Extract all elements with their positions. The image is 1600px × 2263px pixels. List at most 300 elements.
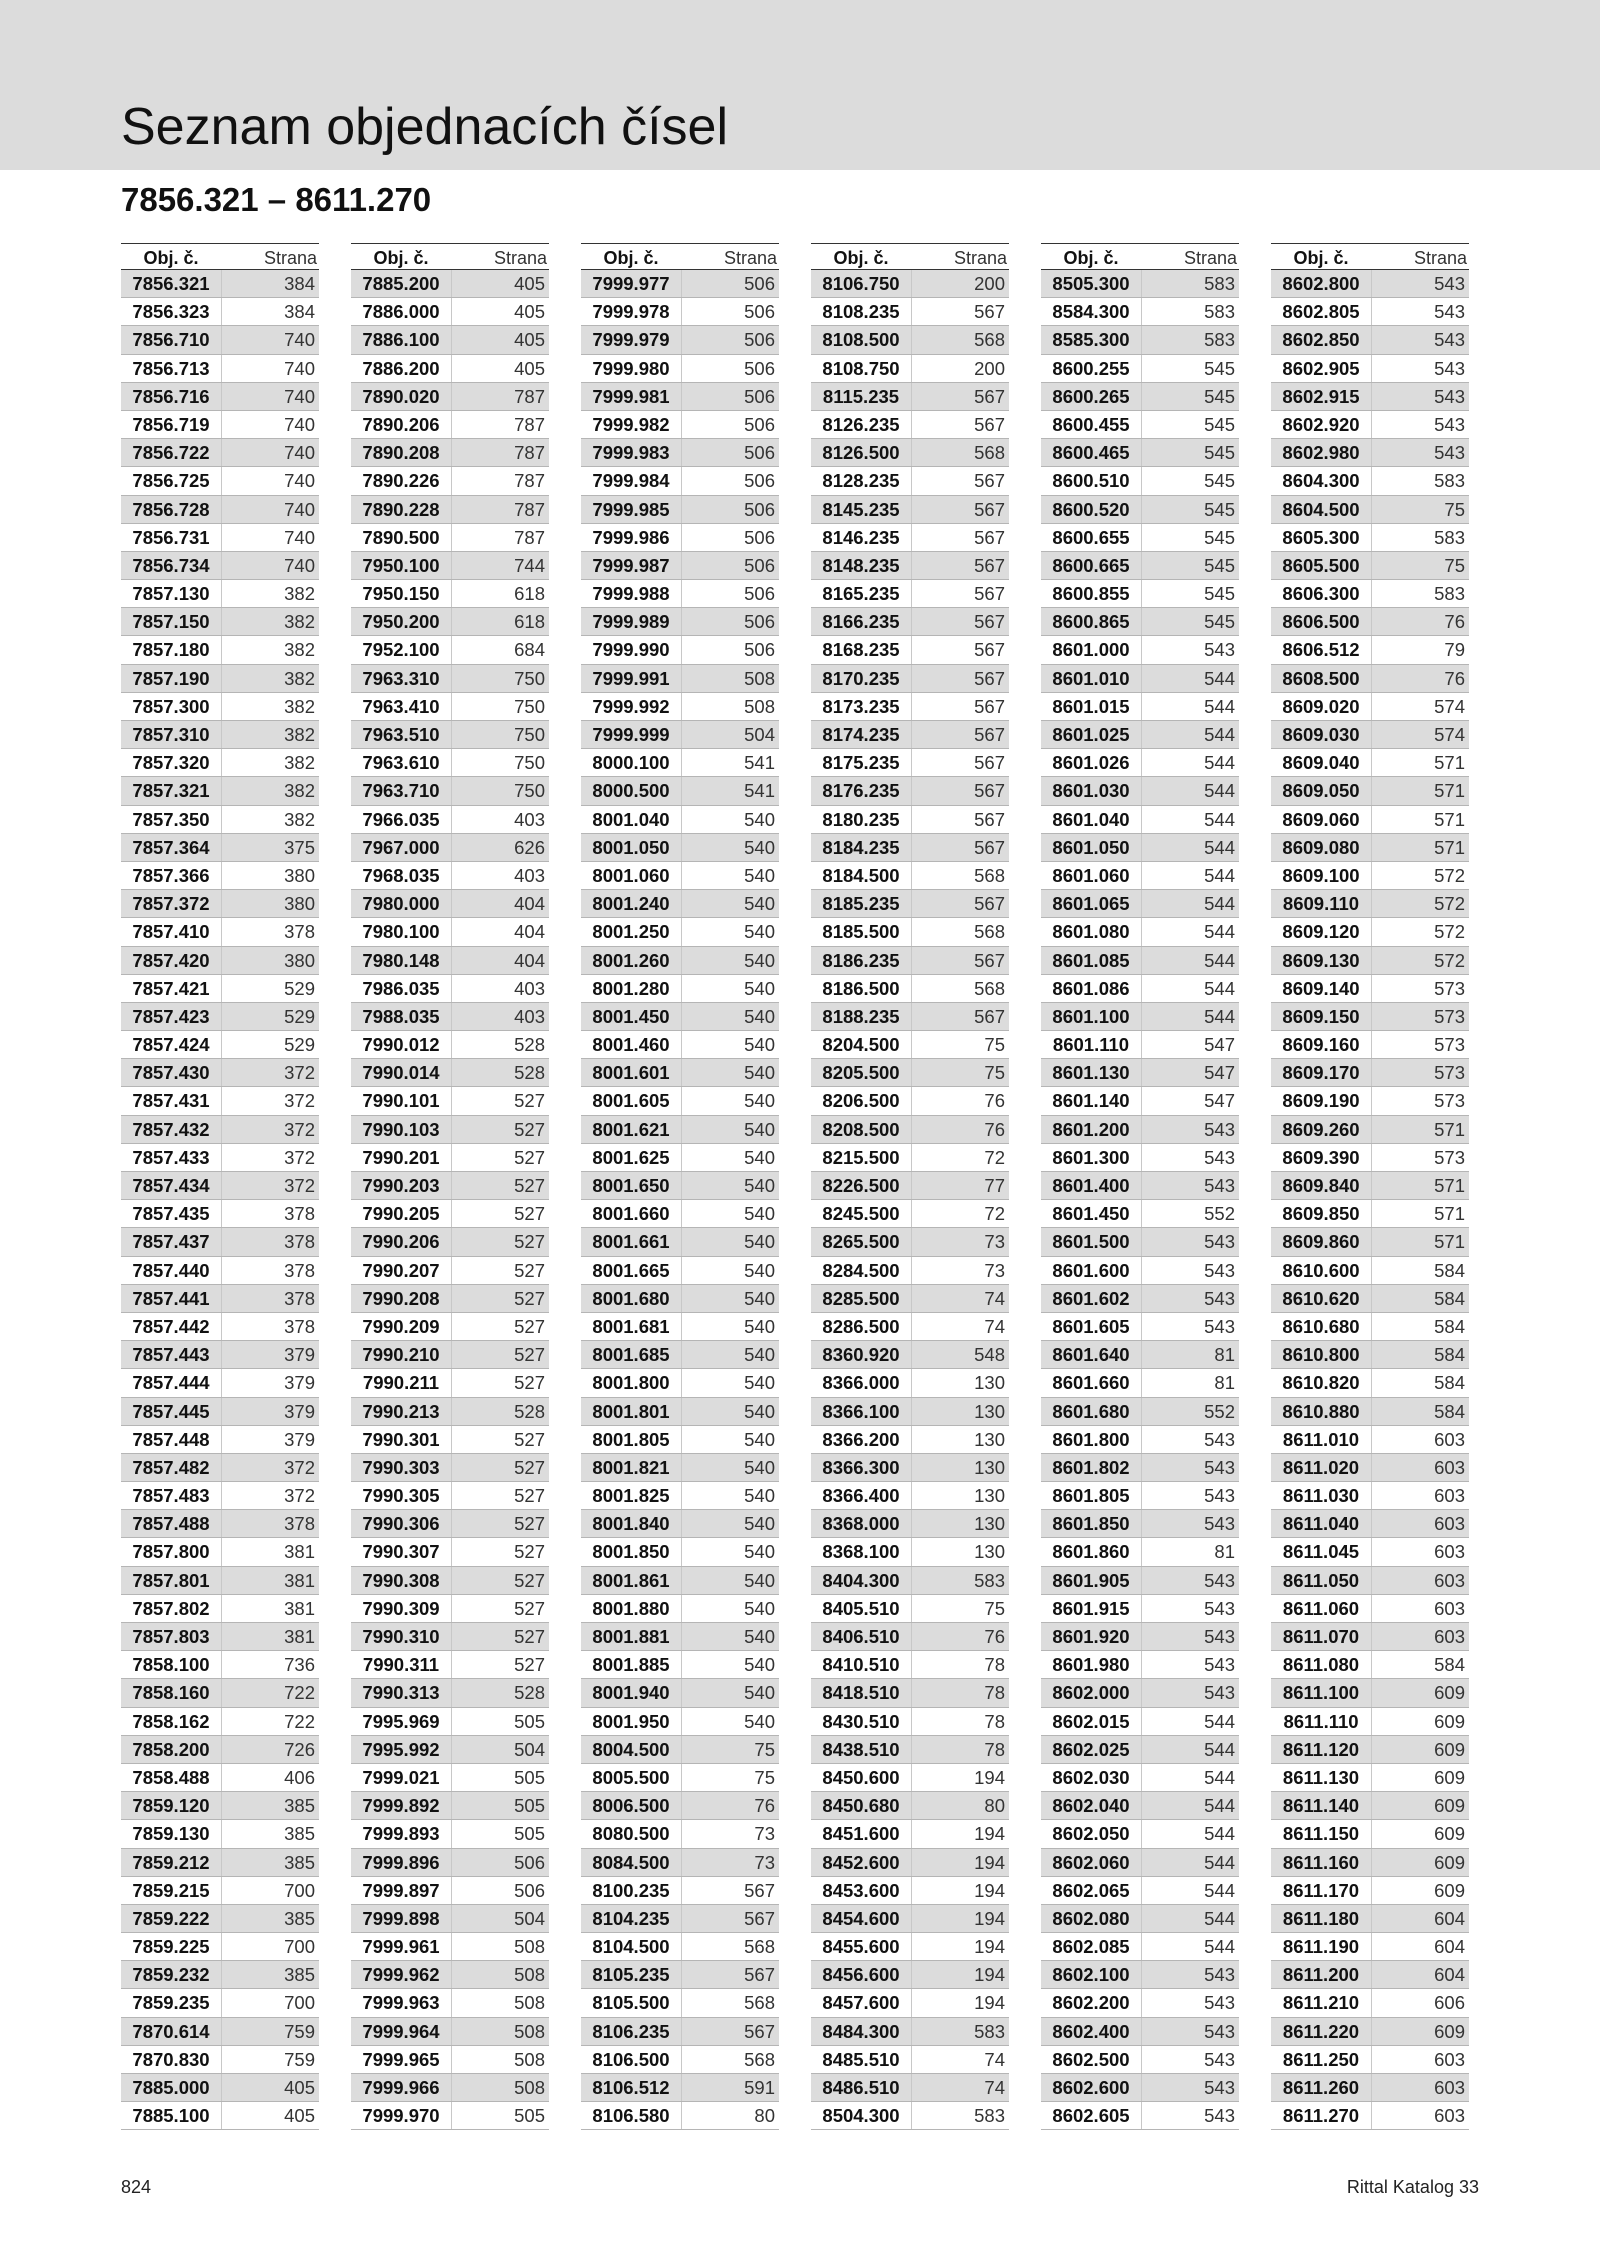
table-row xyxy=(1271,1623,1469,1651)
table-row xyxy=(581,2046,779,2074)
order-number: 8602.600 xyxy=(1041,2074,1141,2101)
order-number: 8601.605 xyxy=(1052,1315,1130,1337)
page-reference: 567 xyxy=(681,1905,779,1932)
page-reference: 573 xyxy=(1371,1144,1469,1171)
order-number: 8602.200 xyxy=(1052,1992,1130,2014)
page-reference: 508 xyxy=(451,1961,549,1988)
page-reference: 405 xyxy=(451,270,549,297)
page-reference: 609 xyxy=(1371,1820,1469,1847)
page-reference: 544 xyxy=(1141,1708,1239,1735)
order-number: 8176.235 xyxy=(811,777,911,804)
order-number: 8609.100 xyxy=(1282,864,1360,886)
order-number: 8084.500 xyxy=(581,1849,681,1876)
table-row xyxy=(581,1820,779,1848)
page-reference: 568 xyxy=(911,326,1009,353)
page-reference: 571 xyxy=(1371,834,1469,861)
order-number: 7999.987 xyxy=(581,552,681,579)
order-number: 7857.800 xyxy=(132,1541,210,1563)
table-row xyxy=(1271,608,1469,636)
page-reference: 543 xyxy=(1371,355,1469,382)
page-reference: 75 xyxy=(911,1031,1009,1058)
order-number: 7990.211 xyxy=(362,1372,440,1394)
order-number: 8126.500 xyxy=(811,439,911,466)
table-row xyxy=(581,580,779,608)
table-row xyxy=(581,1623,779,1651)
page-reference: 572 xyxy=(1371,918,1469,945)
page-reference: 603 xyxy=(1371,1595,1469,1622)
order-number: 8611.080 xyxy=(1282,1654,1360,1676)
table-row xyxy=(581,1172,779,1200)
table-row xyxy=(351,552,549,580)
table-row xyxy=(811,1482,1009,1510)
page-reference: 544 xyxy=(1141,1905,1239,1932)
order-number: 8602.065 xyxy=(1052,1879,1130,1901)
order-number: 8601.140 xyxy=(1052,1090,1130,1112)
order-number: 8286.500 xyxy=(822,1315,900,1337)
page-reference: 73 xyxy=(911,1257,1009,1284)
table-row xyxy=(811,608,1009,636)
page-reference: 540 xyxy=(681,1538,779,1565)
order-number: 7857.350 xyxy=(132,808,210,830)
order-number: 7963.310 xyxy=(351,665,451,692)
page-reference: 543 xyxy=(1141,1285,1239,1312)
table-row xyxy=(1041,1257,1239,1285)
order-number: 8600.455 xyxy=(1052,413,1130,435)
page-reference: 81 xyxy=(1141,1369,1239,1396)
page-reference: 740 xyxy=(221,411,319,438)
page-reference: 740 xyxy=(221,326,319,353)
page-reference: 543 xyxy=(1371,439,1469,466)
table-row xyxy=(121,1510,319,1538)
order-number: 7857.482 xyxy=(121,1454,221,1481)
page-reference: 540 xyxy=(681,1228,779,1255)
page-reference: 77 xyxy=(911,1172,1009,1199)
order-number: 7952.100 xyxy=(362,639,440,661)
table-row xyxy=(581,496,779,524)
page-reference: 130 xyxy=(911,1454,1009,1481)
table-row xyxy=(1041,890,1239,918)
order-number: 8486.510 xyxy=(811,2074,911,2101)
order-number: 7999.985 xyxy=(581,496,681,523)
order-number: 7999.897 xyxy=(362,1879,440,1901)
table-row xyxy=(351,1989,549,2017)
table-row xyxy=(581,749,779,777)
page-reference: 544 xyxy=(1141,834,1239,861)
order-number: 7857.410 xyxy=(132,921,210,943)
order-number: 7990.101 xyxy=(362,1090,440,1112)
table-row xyxy=(811,1172,1009,1200)
page-reference: 543 xyxy=(1141,1228,1239,1255)
page-reference: 603 xyxy=(1371,2074,1469,2101)
table-row xyxy=(1271,1341,1469,1369)
table-row xyxy=(581,834,779,862)
table-row xyxy=(581,1285,779,1313)
page-reference: 403 xyxy=(451,806,549,833)
page-reference: 606 xyxy=(1371,1989,1469,2016)
table-row xyxy=(811,411,1009,439)
table-row xyxy=(1271,1313,1469,1341)
page-reference: 543 xyxy=(1141,1454,1239,1481)
page-reference: 540 xyxy=(681,947,779,974)
order-number: 8106.750 xyxy=(811,270,911,297)
order-number: 8601.400 xyxy=(1041,1172,1141,1199)
page-reference: 750 xyxy=(451,721,549,748)
order-number: 8606.500 xyxy=(1271,608,1371,635)
header-page: Strana xyxy=(1413,248,1467,268)
order-number: 7857.445 xyxy=(121,1398,221,1425)
page-reference: 540 xyxy=(681,1031,779,1058)
order-number: 7990.306 xyxy=(351,1510,451,1537)
table-row xyxy=(811,1708,1009,1736)
table-row xyxy=(581,1313,779,1341)
order-number: 8602.015 xyxy=(1052,1710,1130,1732)
table-row xyxy=(1041,1369,1239,1397)
order-number: 8105.500 xyxy=(592,1992,670,2014)
page-reference: 543 xyxy=(1141,1595,1239,1622)
table-row xyxy=(1041,862,1239,890)
table-row xyxy=(1271,777,1469,805)
table-row xyxy=(811,636,1009,664)
order-number: 8104.235 xyxy=(581,1905,681,1932)
order-number: 8184.235 xyxy=(811,834,911,861)
table-row xyxy=(121,1398,319,1426)
order-number: 8100.235 xyxy=(592,1879,670,1901)
table-row xyxy=(1271,1595,1469,1623)
order-number: 8108.235 xyxy=(822,301,900,323)
header-order-number: Obj. č. xyxy=(603,248,659,268)
table-row xyxy=(1041,1426,1239,1454)
order-number: 8602.025 xyxy=(1041,1736,1141,1763)
table-row xyxy=(581,2074,779,2102)
page-reference: 545 xyxy=(1141,496,1239,523)
order-number: 8001.680 xyxy=(581,1285,681,1312)
order-number: 7999.984 xyxy=(592,470,670,492)
table-row xyxy=(351,355,549,383)
table-row xyxy=(1271,1792,1469,1820)
page-reference: 384 xyxy=(221,270,319,297)
order-number: 8001.240 xyxy=(581,890,681,917)
page-reference: 385 xyxy=(221,1905,319,1932)
page-reference: 528 xyxy=(451,1031,549,1058)
page-reference: 609 xyxy=(1371,1764,1469,1791)
order-number: 8001.450 xyxy=(581,1003,681,1030)
page-reference: 543 xyxy=(1141,1172,1239,1199)
order-number: 8284.500 xyxy=(822,1259,900,1281)
order-number: 8168.235 xyxy=(822,639,900,661)
order-number: 8602.915 xyxy=(1271,383,1371,410)
table-row xyxy=(351,1792,549,1820)
page-reference: 527 xyxy=(451,1510,549,1537)
table-row xyxy=(1041,665,1239,693)
page-reference: 527 xyxy=(451,1313,549,1340)
order-number: 7857.420 xyxy=(121,947,221,974)
page-reference: 194 xyxy=(911,1877,1009,1904)
order-number: 8610.680 xyxy=(1282,1315,1360,1337)
order-number: 7999.970 xyxy=(362,2105,440,2127)
order-number: 8208.500 xyxy=(811,1116,911,1143)
table-row xyxy=(581,1736,779,1764)
order-number: 8184.500 xyxy=(822,864,900,886)
page-reference: 130 xyxy=(911,1426,1009,1453)
table-row xyxy=(1271,298,1469,326)
order-number: 8001.661 xyxy=(581,1228,681,1255)
page-reference: 75 xyxy=(681,1764,779,1791)
table-row xyxy=(351,947,549,975)
table-row xyxy=(1271,975,1469,1003)
page-reference: 543 xyxy=(1371,383,1469,410)
table-row xyxy=(581,1679,779,1707)
table-row xyxy=(1041,975,1239,1003)
order-number: 7999.977 xyxy=(581,270,681,297)
table-row xyxy=(351,326,549,354)
order-number: 8602.980 xyxy=(1271,439,1371,466)
order-number: 7999.021 xyxy=(362,1766,440,1788)
table-row xyxy=(121,721,319,749)
page-reference: 567 xyxy=(911,636,1009,663)
page-reference: 609 xyxy=(1371,1877,1469,1904)
table-row xyxy=(1041,636,1239,664)
table-row xyxy=(1041,1989,1239,2017)
page-reference: 506 xyxy=(681,355,779,382)
page-reference: 194 xyxy=(911,1820,1009,1847)
page-reference: 379 xyxy=(221,1426,319,1453)
table-row xyxy=(581,1933,779,1961)
table-row xyxy=(1041,298,1239,326)
table-row xyxy=(1041,947,1239,975)
order-number: 8174.235 xyxy=(811,721,911,748)
page-reference: 403 xyxy=(451,1003,549,1030)
page-reference: 543 xyxy=(1371,411,1469,438)
table-row xyxy=(121,834,319,862)
order-number: 8001.460 xyxy=(592,1034,670,1056)
order-number: 7857.803 xyxy=(121,1623,221,1650)
page-reference: 545 xyxy=(1141,524,1239,551)
order-number: 8601.805 xyxy=(1052,1485,1130,1507)
page-reference: 567 xyxy=(911,777,1009,804)
page-reference: 75 xyxy=(911,1595,1009,1622)
order-number: 8080.500 xyxy=(592,1823,670,1845)
page-reference: 573 xyxy=(1371,1059,1469,1086)
page-reference: 567 xyxy=(911,383,1009,410)
table-row xyxy=(811,298,1009,326)
table-row xyxy=(811,1849,1009,1877)
order-number: 8601.030 xyxy=(1041,777,1141,804)
order-number: 8430.510 xyxy=(822,1710,900,1732)
order-number: 7999.893 xyxy=(362,1823,440,1845)
table-row xyxy=(1041,1087,1239,1115)
table-row xyxy=(351,1087,549,1115)
order-number: 8601.680 xyxy=(1041,1398,1141,1425)
order-number: 7857.300 xyxy=(132,695,210,717)
table-row xyxy=(121,862,319,890)
table-row xyxy=(581,1228,779,1256)
order-number: 8609.020 xyxy=(1282,695,1360,717)
header-page: Strana xyxy=(723,248,777,268)
order-number: 7990.201 xyxy=(362,1146,440,1168)
order-number: 8611.200 xyxy=(1271,1961,1371,1988)
page-reference: 540 xyxy=(681,1454,779,1481)
order-number: 8601.065 xyxy=(1041,890,1141,917)
order-number: 8106.235 xyxy=(581,2018,681,2045)
order-number: 7886.000 xyxy=(362,301,440,323)
page-reference: 540 xyxy=(681,1313,779,1340)
page-reference: 544 xyxy=(1141,777,1239,804)
page-reference: 740 xyxy=(221,496,319,523)
order-number: 8484.300 xyxy=(811,2018,911,2045)
page-reference: 506 xyxy=(681,383,779,410)
table-row xyxy=(1041,806,1239,834)
table-row xyxy=(811,2046,1009,2074)
table-row xyxy=(811,2102,1009,2130)
table-row xyxy=(1041,1341,1239,1369)
page-reference: 618 xyxy=(451,608,549,635)
page-reference: 583 xyxy=(1141,270,1239,297)
order-number: 7990.307 xyxy=(362,1541,440,1563)
page-reference: 584 xyxy=(1371,1313,1469,1340)
order-number: 8504.300 xyxy=(822,2105,900,2127)
order-number: 7990.310 xyxy=(351,1623,451,1650)
page-reference: 568 xyxy=(911,439,1009,466)
page-reference: 545 xyxy=(1141,411,1239,438)
page-reference: 527 xyxy=(451,1285,549,1312)
table-row xyxy=(1271,693,1469,721)
page-reference: 567 xyxy=(911,298,1009,325)
order-number: 7999.990 xyxy=(592,639,670,661)
order-number: 8611.060 xyxy=(1282,1597,1360,1619)
page-reference: 787 xyxy=(451,411,549,438)
order-number: 8285.500 xyxy=(811,1285,911,1312)
order-number: 7870.830 xyxy=(132,2048,210,2070)
table-row xyxy=(121,749,319,777)
order-number: 8104.500 xyxy=(592,1936,670,1958)
page-reference: 382 xyxy=(221,749,319,776)
table-row xyxy=(1271,2074,1469,2102)
table-row xyxy=(121,1736,319,1764)
order-number: 8366.300 xyxy=(811,1454,911,1481)
table-row xyxy=(581,1087,779,1115)
order-number: 8001.601 xyxy=(581,1059,681,1086)
page-reference: 130 xyxy=(911,1398,1009,1425)
table-row xyxy=(1271,806,1469,834)
range-subtitle: 7856.321 – 8611.270 xyxy=(121,181,432,218)
order-number: 8609.060 xyxy=(1282,808,1360,830)
table-row xyxy=(351,721,549,749)
table-row xyxy=(351,1708,549,1736)
page-reference: 540 xyxy=(681,1651,779,1678)
table-row xyxy=(1271,1764,1469,1792)
order-number: 7856.734 xyxy=(121,552,221,579)
table-row xyxy=(1041,834,1239,862)
order-number: 8001.850 xyxy=(592,1541,670,1563)
page-reference: 505 xyxy=(451,1708,549,1735)
table-row xyxy=(121,355,319,383)
order-number: 8611.250 xyxy=(1282,2048,1360,2070)
table-row xyxy=(1271,1031,1469,1059)
table-row xyxy=(581,721,779,749)
page-reference: 506 xyxy=(681,326,779,353)
order-number: 7980.148 xyxy=(351,947,451,974)
page-reference: 372 xyxy=(221,1059,319,1086)
table-row xyxy=(351,1172,549,1200)
table-row xyxy=(351,1961,549,1989)
table-row xyxy=(121,1172,319,1200)
page-reference: 540 xyxy=(681,1369,779,1396)
page-reference: 506 xyxy=(681,496,779,523)
order-number: 7990.305 xyxy=(362,1485,440,1507)
order-number: 8611.070 xyxy=(1271,1623,1371,1650)
order-number: 7857.364 xyxy=(121,834,221,861)
table-row xyxy=(581,665,779,693)
order-number: 8366.200 xyxy=(822,1428,900,1450)
table-row xyxy=(351,665,549,693)
order-number: 8584.300 xyxy=(1052,301,1130,323)
order-number: 8001.280 xyxy=(592,977,670,999)
page-reference: 130 xyxy=(911,1482,1009,1509)
table-column xyxy=(811,243,1009,2130)
page-reference: 527 xyxy=(451,1172,549,1199)
table-header xyxy=(581,243,779,270)
page-reference: 567 xyxy=(911,806,1009,833)
order-number: 8456.600 xyxy=(811,1961,911,1988)
table-row xyxy=(351,862,549,890)
order-number: 7856.321 xyxy=(121,270,221,297)
page-reference: 568 xyxy=(911,862,1009,889)
table-row xyxy=(121,1651,319,1679)
page-reference: 385 xyxy=(221,1792,319,1819)
page-reference: 200 xyxy=(911,355,1009,382)
page-reference: 130 xyxy=(911,1369,1009,1396)
table-row xyxy=(1271,636,1469,664)
order-number: 8605.500 xyxy=(1271,552,1371,579)
page-reference: 76 xyxy=(911,1116,1009,1143)
order-number: 8454.600 xyxy=(811,1905,911,1932)
page-reference: 547 xyxy=(1141,1059,1239,1086)
table-row xyxy=(811,1736,1009,1764)
order-number: 8600.465 xyxy=(1041,439,1141,466)
order-number: 8366.000 xyxy=(822,1372,900,1394)
table-row xyxy=(121,1708,319,1736)
page-reference: 544 xyxy=(1141,721,1239,748)
table-row xyxy=(121,1623,319,1651)
table-row xyxy=(351,749,549,777)
table-row xyxy=(1041,1398,1239,1426)
table-row xyxy=(121,411,319,439)
table-row xyxy=(581,1989,779,2017)
page-reference: 545 xyxy=(1141,439,1239,466)
table-row xyxy=(1041,1961,1239,1989)
table-row xyxy=(811,383,1009,411)
table-row xyxy=(1271,1567,1469,1595)
table-row xyxy=(1271,890,1469,918)
order-number: 7990.208 xyxy=(351,1285,451,1312)
table-row xyxy=(1041,1736,1239,1764)
table-row xyxy=(121,1877,319,1905)
order-number: 8173.235 xyxy=(822,695,900,717)
table-row xyxy=(121,2074,319,2102)
order-number: 7857.430 xyxy=(121,1059,221,1086)
order-number: 7999.980 xyxy=(592,357,670,379)
table-row xyxy=(1041,1764,1239,1792)
order-number: 7870.614 xyxy=(121,2018,221,2045)
order-number: 8609.390 xyxy=(1282,1146,1360,1168)
table-row xyxy=(1041,1313,1239,1341)
table-row xyxy=(1271,580,1469,608)
order-number: 8180.235 xyxy=(822,808,900,830)
order-number: 8001.685 xyxy=(581,1341,681,1368)
page-reference: 403 xyxy=(451,862,549,889)
table-row xyxy=(1271,1228,1469,1256)
table-row xyxy=(351,1820,549,1848)
